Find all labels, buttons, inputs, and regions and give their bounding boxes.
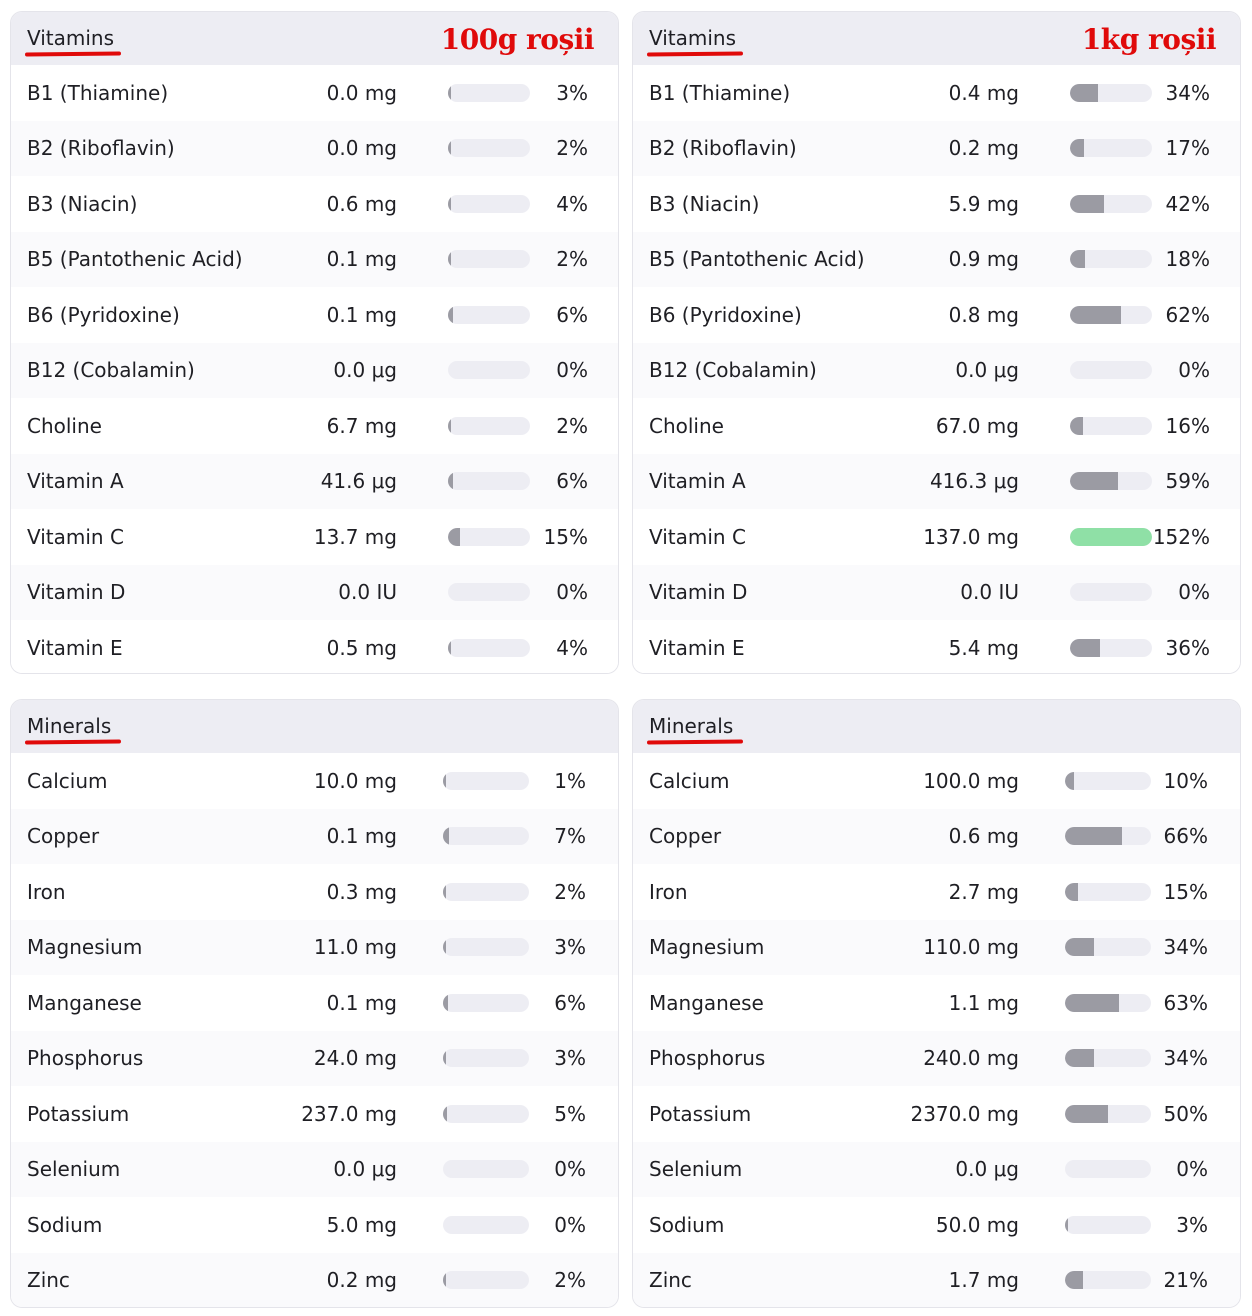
nutrient-row [633,975,1240,1031]
nutrient-row [11,287,618,343]
daily-value-bar [448,195,530,213]
nutrient-list [633,65,1240,674]
nutrient-row [633,565,1240,621]
daily-value-percent: 2% [554,879,586,904]
nutrient-name: B5 (Pantothenic Acid) [649,247,865,272]
daily-value-bar-fill [1065,1216,1068,1234]
daily-value-bar [1070,84,1152,102]
nutrient-row [633,121,1240,177]
daily-value-percent: 152% [1152,524,1210,549]
nutrient-name: Calcium [649,768,730,793]
nutrient-name: Phosphorus [649,1046,766,1071]
nutrient-row [633,232,1240,288]
nutrient-amount: 0.5 mg [326,635,397,660]
daily-value-bar [1065,994,1151,1012]
nutrient-amount: 6.7 mg [326,413,397,438]
nutrient-amount: 24.0 mg [313,1046,397,1071]
daily-value-bar-fill [1070,417,1083,435]
daily-value-bar-fill [443,827,449,845]
daily-value-bar-fill [443,772,446,790]
daily-value-bar [1070,306,1152,324]
nutrient-amount: 0.0 μg [333,1157,397,1182]
daily-value-bar [1065,827,1151,845]
nutrient-name: Vitamin C [649,524,746,549]
daily-value-bar-fill [448,639,451,657]
nutrient-name: Zinc [27,1268,70,1293]
daily-value-bar-fill [1065,883,1078,901]
daily-value-bar-fill [1070,139,1084,157]
nutrient-row [11,920,618,976]
daily-value-percent: 10% [1163,768,1208,793]
daily-value-percent: 0% [1176,1157,1208,1182]
daily-value-percent: 2% [556,247,588,272]
nutrient-amount: 67.0 mg [935,413,1019,438]
quantity-annotation: 1kg roșii [1081,23,1216,56]
daily-value-percent: 3% [554,1046,586,1071]
nutrient-amount: 0.1 mg [326,302,397,327]
daily-value-percent: 4% [556,635,588,660]
nutrient-row [11,565,618,621]
nutrient-row [11,753,618,809]
nutrient-row [11,1031,618,1087]
nutrient-name: B1 (Thiamine) [27,80,169,105]
minerals-panel-1kg [632,699,1241,1308]
daily-value-percent: 34% [1165,80,1210,105]
daily-value-bar [1070,139,1152,157]
daily-value-percent: 4% [556,191,588,216]
nutrient-amount: 0.6 mg [948,824,1019,849]
nutrient-name: Potassium [649,1101,752,1126]
daily-value-bar [443,994,529,1012]
title-underline [25,739,121,744]
nutrient-name: B2 (Riboflavin) [649,136,797,161]
nutrient-amount: 110.0 mg [923,935,1019,960]
nutrient-row [633,65,1240,121]
daily-value-bar-fill [1065,938,1094,956]
daily-value-bar [448,639,530,657]
nutrient-row [633,1086,1240,1142]
title-underline [25,51,121,56]
nutrient-name: Sodium [649,1212,725,1237]
nutrient-row [633,509,1240,565]
nutrient-amount: 13.7 mg [313,524,397,549]
nutrient-name: Vitamin D [649,580,748,605]
nutrient-row [11,1197,618,1253]
daily-value-bar-fill [1065,827,1122,845]
daily-value-bar [1070,639,1152,657]
daily-value-percent: 34% [1163,935,1208,960]
nutrient-list [633,753,1240,1308]
daily-value-bar [443,1216,529,1234]
nutrient-amount: 0.6 mg [326,191,397,216]
daily-value-bar-fill [443,1049,446,1067]
daily-value-percent: 3% [556,80,588,105]
nutrient-amount: 0.1 mg [326,247,397,272]
nutrient-row [633,398,1240,454]
nutrient-name: Vitamin D [27,580,126,605]
nutrient-name: Vitamin A [27,469,124,494]
daily-value-percent: 66% [1163,824,1208,849]
daily-value-bar-fill [448,84,451,102]
daily-value-bar [448,84,530,102]
daily-value-bar-fill [443,1271,446,1289]
nutrient-row [11,1253,618,1309]
daily-value-bar-fill [1070,250,1085,268]
daily-value-bar [1065,1105,1151,1123]
daily-value-bar-fill [1070,472,1118,490]
daily-value-percent: 6% [556,469,588,494]
daily-value-bar [443,1049,529,1067]
daily-value-bar [443,1160,529,1178]
nutrient-name: Iron [649,879,688,904]
nutrient-row [11,975,618,1031]
panel-header [633,12,1240,65]
daily-value-bar-fill [1070,639,1100,657]
daily-value-percent: 42% [1165,191,1210,216]
nutrient-row [11,620,618,674]
nutrient-row [11,65,618,121]
nutrient-row [11,509,618,565]
daily-value-bar [448,361,530,379]
section-title: Vitamins [27,26,115,50]
daily-value-bar [1065,1271,1151,1289]
daily-value-percent: 18% [1165,247,1210,272]
nutrient-name: Zinc [649,1268,692,1293]
nutrient-name: Vitamin C [27,524,124,549]
nutrient-amount: 0.0 mg [326,136,397,161]
daily-value-percent: 62% [1165,302,1210,327]
daily-value-percent: 2% [556,136,588,161]
daily-value-bar [1065,772,1151,790]
nutrient-row [633,176,1240,232]
daily-value-bar-fill [1070,195,1104,213]
nutrient-amount: 10.0 mg [313,768,397,793]
daily-value-bar-fill [1070,306,1121,324]
nutrient-amount: 0.8 mg [948,302,1019,327]
nutrient-row [633,287,1240,343]
nutrient-name: Phosphorus [27,1046,144,1071]
daily-value-percent: 5% [554,1101,586,1126]
daily-value-bar [443,1105,529,1123]
vitamins-panel-100g [10,11,619,674]
nutrient-list [11,65,618,674]
nutrient-row [633,620,1240,674]
daily-value-bar [1065,1049,1151,1067]
nutrient-name: Copper [649,824,722,849]
title-underline [647,739,743,744]
nutrient-row [633,343,1240,399]
daily-value-percent: 21% [1163,1268,1208,1293]
daily-value-bar [448,139,530,157]
daily-value-bar [448,472,530,490]
daily-value-bar [1070,528,1152,546]
daily-value-bar [448,583,530,601]
nutrient-amount: 5.4 mg [948,635,1019,660]
nutrient-name: Manganese [649,990,764,1015]
daily-value-bar-fill [448,195,451,213]
daily-value-bar-fill [448,139,451,157]
nutrient-amount: 0.2 mg [326,1268,397,1293]
daily-value-percent: 15% [543,524,588,549]
panel-header [11,700,618,753]
quantity-annotation: 100g roșii [440,23,594,56]
daily-value-percent: 2% [554,1268,586,1293]
nutrient-row [633,1031,1240,1087]
nutrient-amount: 0.0 μg [955,1157,1019,1182]
daily-value-bar [448,528,530,546]
nutrient-amount: 0.0 IU [960,580,1019,605]
daily-value-bar-fill [1065,1105,1108,1123]
nutrient-name: Vitamin A [649,469,746,494]
daily-value-bar [1070,472,1152,490]
nutrient-amount: 0.1 mg [326,824,397,849]
daily-value-bar-fill [1065,772,1074,790]
daily-value-bar [1065,1160,1151,1178]
daily-value-bar [1070,417,1152,435]
daily-value-bar [1070,583,1152,601]
nutrient-row [11,343,618,399]
daily-value-bar [443,883,529,901]
nutrient-name: B6 (Pyridoxine) [27,302,180,327]
daily-value-bar [1070,361,1152,379]
daily-value-bar-fill [1065,1271,1083,1289]
nutrient-row [633,864,1240,920]
nutrient-name: Vitamin E [649,635,745,660]
nutrient-amount: 2370.0 mg [910,1101,1019,1126]
daily-value-bar-fill [443,1105,447,1123]
nutrient-row [633,753,1240,809]
nutrient-amount: 416.3 μg [929,469,1019,494]
daily-value-bar-fill [1070,528,1152,546]
nutrient-amount: 0.0 μg [955,358,1019,383]
nutrient-amount: 11.0 mg [313,935,397,960]
nutrient-row [633,1197,1240,1253]
nutrient-name: Choline [27,413,102,438]
nutrient-amount: 0.0 μg [333,358,397,383]
nutrient-amount: 0.3 mg [326,879,397,904]
nutrient-row [11,1142,618,1198]
nutrient-row [11,809,618,865]
daily-value-bar [1065,1216,1151,1234]
nutrient-name: Iron [27,879,66,904]
panel-header [11,12,618,65]
nutrient-amount: 1.1 mg [948,990,1019,1015]
nutrient-name: Manganese [27,990,142,1015]
nutrient-name: B1 (Thiamine) [649,80,791,105]
daily-value-bar-fill [448,528,460,546]
nutrient-amount: 0.2 mg [948,136,1019,161]
nutrient-name: B2 (Riboflavin) [27,136,175,161]
daily-value-percent: 15% [1163,879,1208,904]
daily-value-bar [1065,883,1151,901]
vitamins-panel-1kg [632,11,1241,674]
nutrient-row [633,809,1240,865]
daily-value-percent: 34% [1163,1046,1208,1071]
nutrient-name: Magnesium [27,935,143,960]
daily-value-bar-fill [448,306,453,324]
nutrient-amount: 2.7 mg [948,879,1019,904]
daily-value-bar-fill [443,994,448,1012]
daily-value-percent: 1% [554,768,586,793]
daily-value-percent: 2% [556,413,588,438]
daily-value-percent: 6% [554,990,586,1015]
daily-value-bar-fill [448,472,453,490]
daily-value-percent: 63% [1163,990,1208,1015]
daily-value-percent: 6% [556,302,588,327]
nutrient-row [11,454,618,510]
nutrient-row [11,121,618,177]
daily-value-bar-fill [443,883,446,901]
daily-value-percent: 0% [1178,358,1210,383]
nutrient-amount: 100.0 mg [923,768,1019,793]
nutrient-name: B12 (Cobalamin) [27,358,195,383]
nutrient-name: B3 (Niacin) [649,191,760,216]
section-title: Vitamins [649,26,737,50]
daily-value-bar [1065,938,1151,956]
daily-value-percent: 0% [554,1212,586,1237]
daily-value-percent: 0% [1178,580,1210,605]
daily-value-percent: 50% [1163,1101,1208,1126]
daily-value-percent: 7% [554,824,586,849]
nutrient-name: Sodium [27,1212,103,1237]
daily-value-percent: 3% [554,935,586,960]
nutrient-name: B5 (Pantothenic Acid) [27,247,243,272]
daily-value-bar [448,306,530,324]
nutrient-row [633,920,1240,976]
minerals-panel-100g [10,699,619,1308]
daily-value-bar-fill [1065,994,1119,1012]
daily-value-percent: 17% [1165,136,1210,161]
daily-value-bar [1070,250,1152,268]
daily-value-bar [443,1271,529,1289]
nutrient-row [633,1253,1240,1309]
nutrient-name: Selenium [649,1157,743,1182]
daily-value-percent: 59% [1165,469,1210,494]
nutrient-amount: 137.0 mg [923,524,1019,549]
daily-value-bar [443,827,529,845]
nutrient-name: B12 (Cobalamin) [649,358,817,383]
nutrient-amount: 0.0 IU [338,580,397,605]
daily-value-bar-fill [443,938,446,956]
nutrient-name: B3 (Niacin) [27,191,138,216]
daily-value-bar-fill [448,417,451,435]
daily-value-bar-fill [448,250,451,268]
section-title: Minerals [27,714,112,738]
daily-value-bar [443,938,529,956]
nutrient-name: Magnesium [649,935,765,960]
nutrient-row [11,176,618,232]
nutrient-amount: 50.0 mg [935,1212,1019,1237]
section-title: Minerals [649,714,734,738]
daily-value-bar [1070,195,1152,213]
daily-value-percent: 0% [554,1157,586,1182]
nutrient-amount: 1.7 mg [948,1268,1019,1293]
nutrient-name: Copper [27,824,100,849]
nutrient-row [11,232,618,288]
nutrient-amount: 237.0 mg [301,1101,397,1126]
daily-value-percent: 0% [556,580,588,605]
nutrient-amount: 0.9 mg [948,247,1019,272]
nutrient-row [11,1086,618,1142]
nutrient-name: Vitamin E [27,635,123,660]
nutrient-amount: 240.0 mg [923,1046,1019,1071]
nutrient-row [633,454,1240,510]
nutrient-amount: 41.6 μg [320,469,397,494]
panel-header [633,700,1240,753]
nutrient-amount: 0.4 mg [948,80,1019,105]
daily-value-percent: 0% [556,358,588,383]
daily-value-percent: 36% [1165,635,1210,660]
daily-value-bar [448,417,530,435]
nutrient-name: Potassium [27,1101,130,1126]
title-underline [647,51,743,56]
nutrient-list [11,753,618,1308]
daily-value-bar-fill [1070,84,1098,102]
nutrient-name: Choline [649,413,724,438]
daily-value-bar [448,250,530,268]
daily-value-bar-fill [1065,1049,1094,1067]
nutrient-name: Selenium [27,1157,121,1182]
daily-value-bar [443,772,529,790]
daily-value-percent: 16% [1165,413,1210,438]
nutrient-row [633,1142,1240,1198]
nutrient-amount: 5.9 mg [948,191,1019,216]
nutrient-name: Calcium [27,768,108,793]
daily-value-percent: 3% [1176,1212,1208,1237]
nutrient-amount: 5.0 mg [326,1212,397,1237]
nutrient-amount: 0.0 mg [326,80,397,105]
nutrient-row [11,398,618,454]
nutrient-amount: 0.1 mg [326,990,397,1015]
nutrient-name: B6 (Pyridoxine) [649,302,802,327]
nutrient-row [11,864,618,920]
